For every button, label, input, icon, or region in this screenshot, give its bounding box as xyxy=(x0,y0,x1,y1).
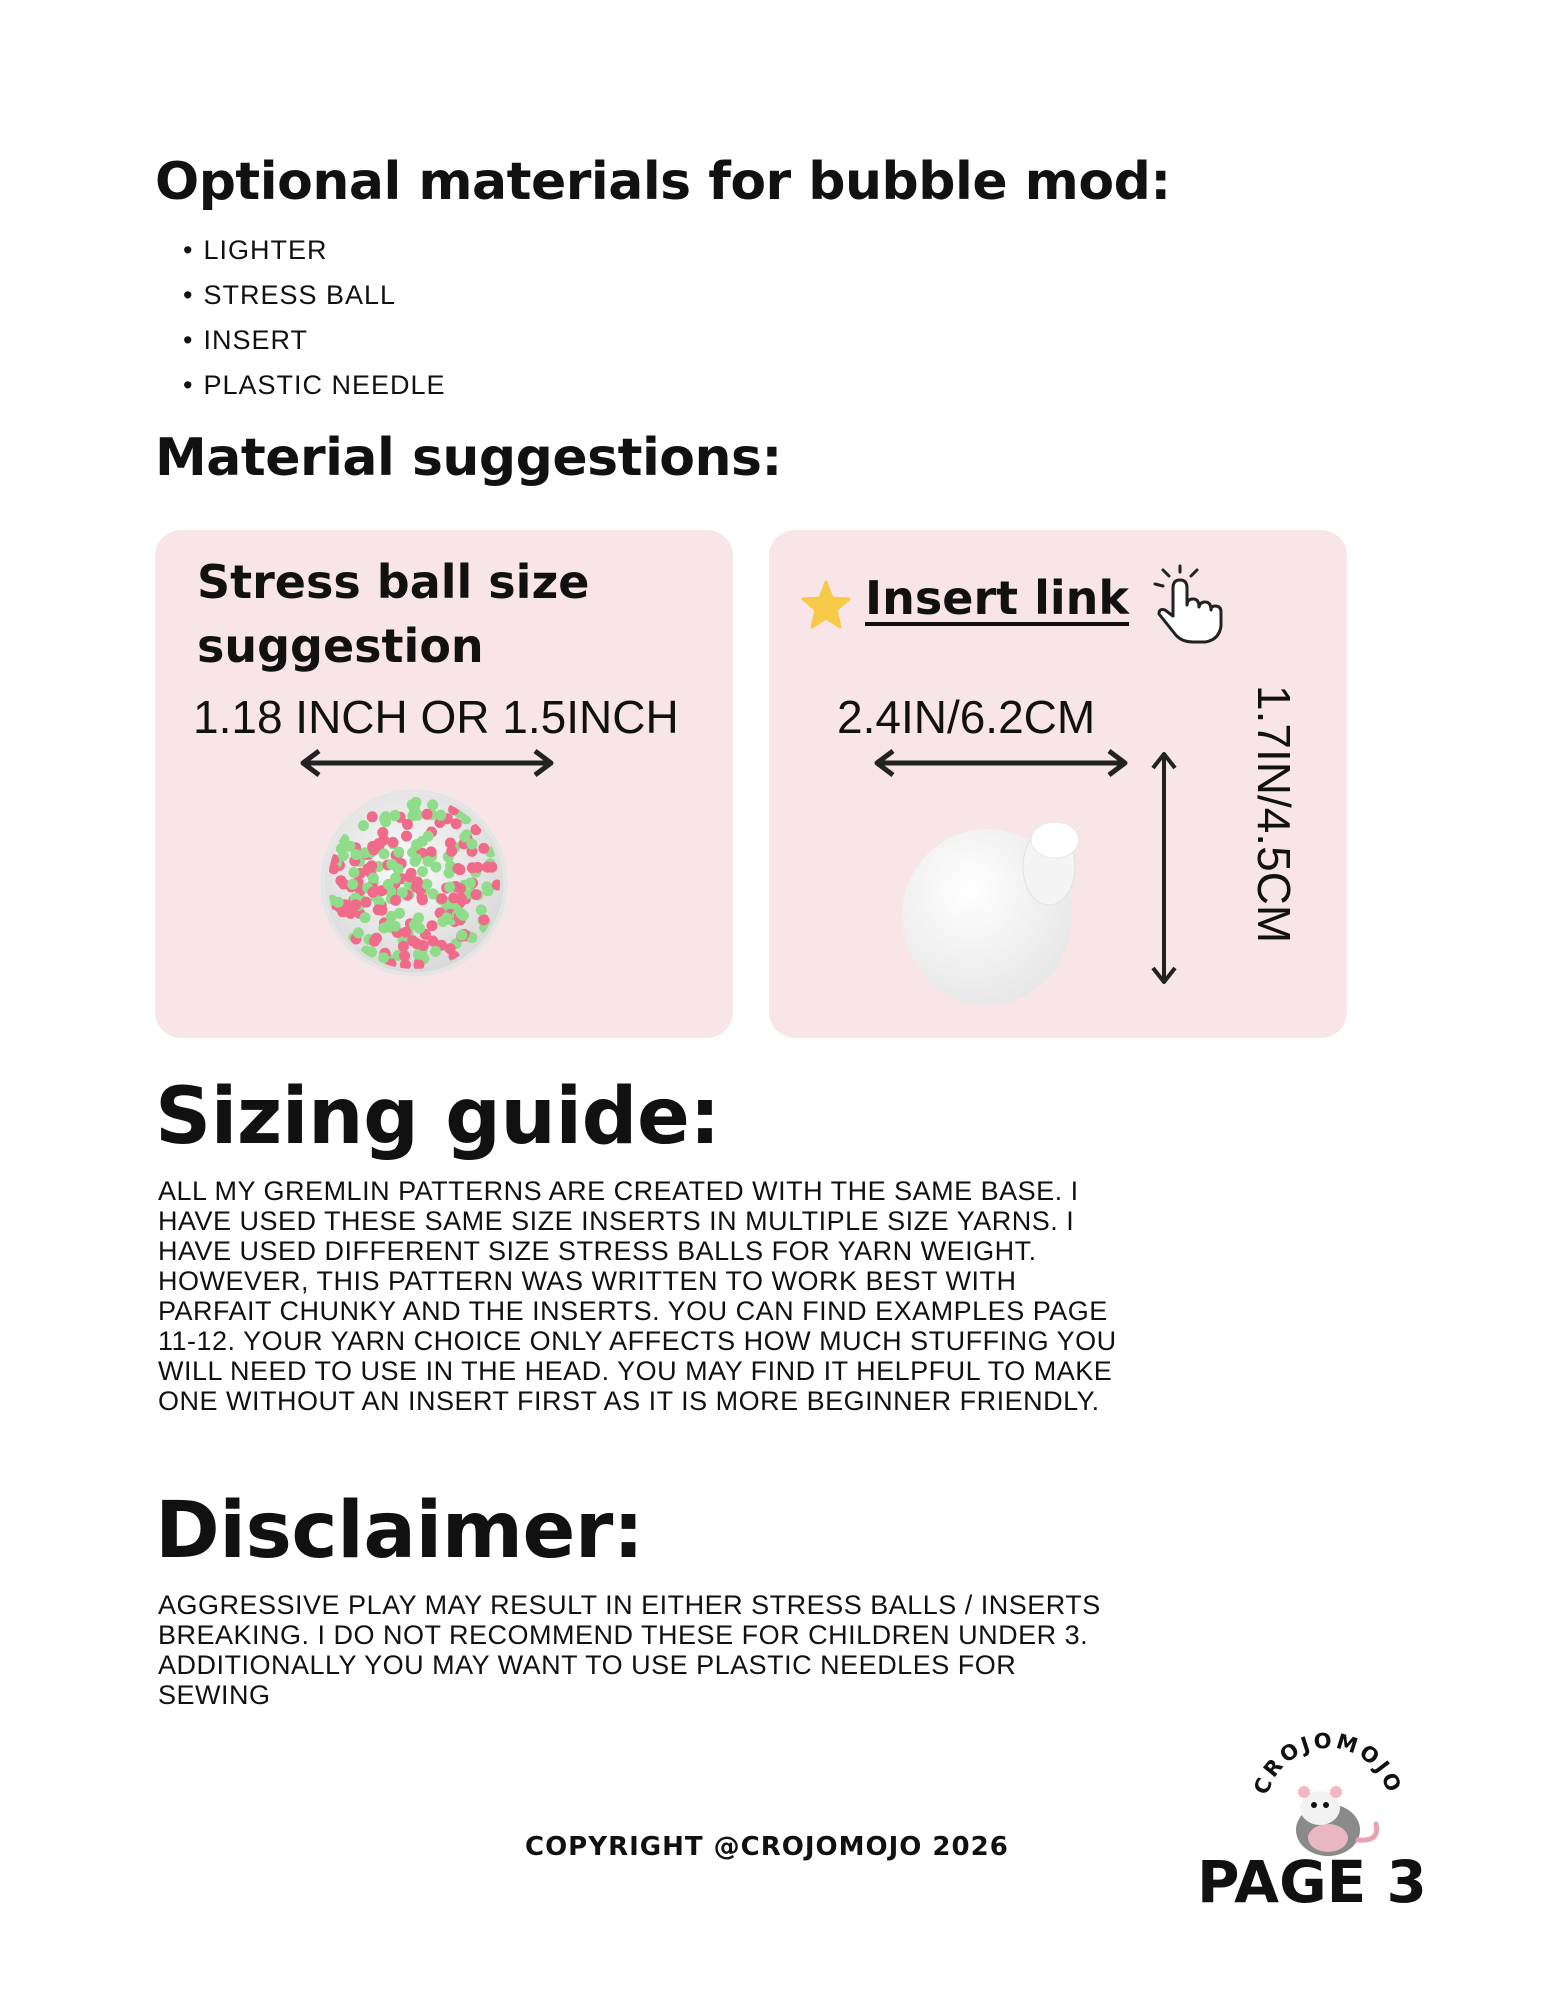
stress-ball-card xyxy=(155,530,733,1038)
bead xyxy=(413,959,424,970)
bead xyxy=(435,810,446,821)
vertical-double-arrow-icon xyxy=(1149,748,1179,988)
bead xyxy=(417,866,428,877)
bead xyxy=(347,879,358,890)
copyright-text: COPYRIGHT @CROJOMOJO 2026 xyxy=(525,1832,1009,1862)
bead xyxy=(367,887,378,898)
optional-materials-heading: Optional materials for bubble mod: xyxy=(155,152,1171,212)
bead xyxy=(478,843,489,854)
bead xyxy=(478,914,489,925)
list-item: • LIGHTER xyxy=(183,228,446,273)
bead xyxy=(472,862,483,873)
stress-ball-title-line1: Stress ball size xyxy=(197,555,590,609)
bead xyxy=(458,910,469,921)
opossum-mascot-icon xyxy=(1296,1786,1377,1856)
bead xyxy=(422,809,433,820)
bead xyxy=(388,837,399,848)
insert-link[interactable]: Insert link xyxy=(865,571,1130,625)
bead xyxy=(448,892,459,903)
bead xyxy=(378,952,389,963)
double-arrow-icon xyxy=(871,748,1131,778)
bead xyxy=(413,912,424,923)
bead xyxy=(427,799,438,810)
bead xyxy=(377,905,388,916)
bead xyxy=(361,897,372,908)
bead xyxy=(394,908,405,919)
disclaimer-heading: Disclaimer: xyxy=(155,1486,644,1576)
bead xyxy=(426,846,437,857)
insert-card xyxy=(769,530,1347,1038)
bead xyxy=(436,893,447,904)
bead xyxy=(456,930,467,941)
bead xyxy=(345,841,356,852)
bead xyxy=(383,879,394,890)
bead xyxy=(379,848,390,859)
bead xyxy=(402,819,413,830)
bead xyxy=(459,832,470,843)
double-arrow-icon xyxy=(297,748,557,778)
bead xyxy=(367,811,378,822)
bead xyxy=(471,889,482,900)
bead xyxy=(445,838,456,849)
star-icon xyxy=(801,580,851,630)
bead xyxy=(451,818,462,829)
bead xyxy=(390,921,401,932)
bead xyxy=(360,912,371,923)
bead xyxy=(453,863,464,874)
bead xyxy=(430,946,441,957)
bead xyxy=(411,853,422,864)
bead xyxy=(353,927,364,938)
svg-text:CROJOMOJO xyxy=(1249,1729,1407,1798)
list-item: • PLASTIC NEEDLE xyxy=(183,363,446,408)
bead xyxy=(358,820,369,831)
bead xyxy=(465,878,476,889)
bead xyxy=(423,831,434,842)
bead xyxy=(407,935,418,946)
bead xyxy=(390,895,401,906)
list-item: • INSERT xyxy=(183,318,446,363)
stress-ball-card-title xyxy=(197,550,589,678)
bead xyxy=(345,908,356,919)
stress-ball-image xyxy=(319,788,509,978)
sizing-guide-text: ALL MY GREMLIN PATTERNS ARE CREATED WITH THE SAME BASE. I HAVE USED THESE SAME SIZE INSERTS IN MULTIPLE SIZE YARNS. I HAVE USED DIFFERENT SIZE STRESS BALLS FOR YARN WEIGHT. HOWEVER, THIS PATTERN WAS WRITTEN TO WORK BEST WITH PARFAIT CHUNKY AND THE INSERTS. YOU CAN FIND EXAMPLES PAGE 11-12. YOUR YARN CHOICE ONLY AFFECTS HOW MUCH STUFFING YOU WILL NEED TO USE IN THE HEAD. YOU MAY FIND IT HELPFUL TO MAKE ONE WITHOUT AN INSERT FIRST AS IT IS MORE BEGINNER FRIENDLY. xyxy=(158,1176,1117,1416)
sizing-guide-heading: Sizing guide: xyxy=(155,1072,721,1162)
bead xyxy=(373,838,384,849)
optional-materials-list xyxy=(183,228,446,408)
bead xyxy=(348,867,359,878)
material-suggestions-heading: Material suggestions: xyxy=(155,428,782,488)
bead xyxy=(412,876,423,887)
insert-height-label: 1.7IN/4.5CM xyxy=(1248,685,1300,944)
disclaimer-text: AGGRESSIVE PLAY MAY RESULT IN EITHER STRESS BALLS / INSERTS BREAKING. I DO NOT RECOMMEND THESE FOR CHILDREN UNDER 3. ADDITIONALLY YOU MAY WANT TO USE PLASTIC NEEDLES FOR SEWING xyxy=(158,1590,1101,1710)
bead xyxy=(427,920,438,931)
bead xyxy=(389,810,400,821)
bead xyxy=(418,940,429,951)
pointing-hand-icon xyxy=(1143,566,1233,646)
bead xyxy=(411,839,422,850)
bead xyxy=(338,850,349,861)
insert-width-label: 2.4IN/6.2CM xyxy=(837,691,1096,743)
insert-image xyxy=(879,792,1119,1012)
bead xyxy=(441,912,452,923)
bead xyxy=(333,897,344,908)
stress-ball-title-line2: suggestion xyxy=(197,619,484,673)
stress-ball-size-label: 1.18 INCH OR 1.5INCH xyxy=(193,691,679,743)
bead xyxy=(444,882,455,893)
bead xyxy=(398,941,409,952)
bead xyxy=(421,879,432,890)
logo-text: CROJOMOJO xyxy=(1249,1728,1407,1798)
bead xyxy=(422,856,433,867)
bead xyxy=(366,860,377,871)
bead xyxy=(335,875,346,886)
bead xyxy=(369,936,380,947)
page-number: PAGE 3 xyxy=(1197,1848,1427,1916)
bead xyxy=(486,862,497,873)
bead xyxy=(393,847,404,858)
bead xyxy=(445,943,456,954)
list-item: • STRESS BALL xyxy=(183,273,446,318)
bead xyxy=(401,831,412,842)
bead xyxy=(368,873,379,884)
bead xyxy=(379,813,390,824)
bead xyxy=(483,885,494,896)
bead xyxy=(476,904,487,915)
crojomojo-logo xyxy=(1248,1730,1408,1860)
bead xyxy=(386,859,397,870)
bead xyxy=(407,799,418,810)
